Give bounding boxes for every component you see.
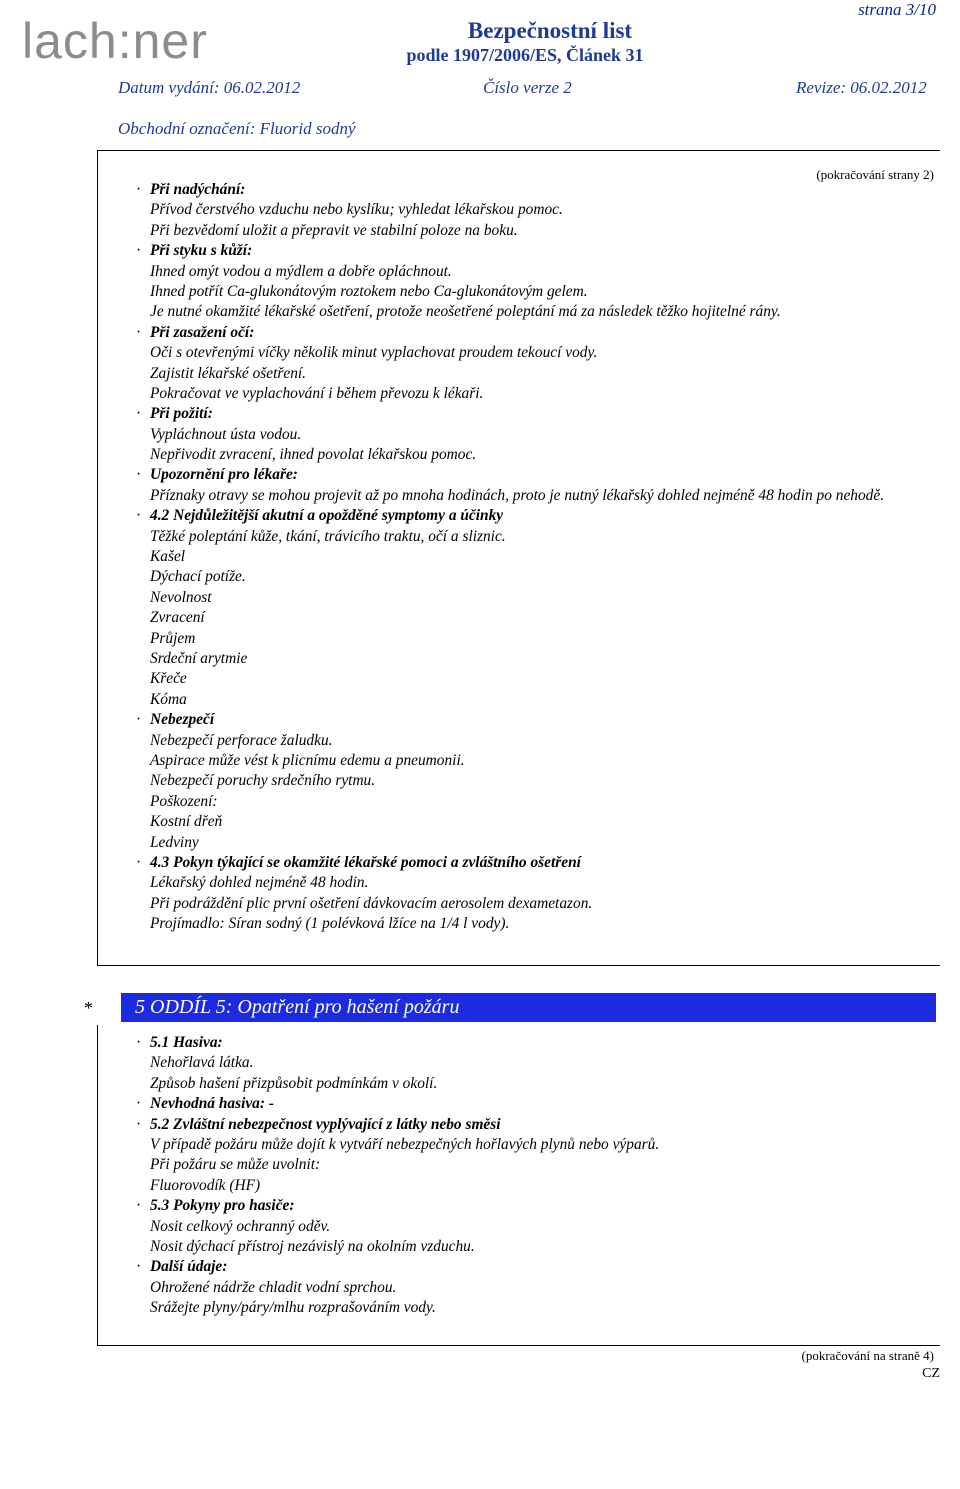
subheading-line (136, 1196, 940, 1216)
text-line (136, 608, 940, 628)
text-line (136, 445, 940, 465)
text-line (136, 1176, 940, 1196)
text-line (136, 771, 940, 791)
text-line (136, 669, 940, 689)
text-line (136, 364, 940, 384)
text-line (136, 731, 940, 751)
line-text: Ihned omýt vodou a mýdlem a dobře opláchnout. (150, 262, 452, 280)
divider (97, 965, 940, 966)
line-text: Nevhodná hasiva: - (150, 1095, 274, 1113)
text-line (136, 527, 940, 547)
bullet-mark: · (136, 323, 142, 341)
divider (97, 150, 940, 151)
text-line (136, 1237, 940, 1257)
trade-name: Obchodní označení: Fluorid sodný (118, 119, 356, 138)
text-line (136, 751, 940, 771)
line-text: Upozornění pro lékaře: (150, 466, 298, 484)
line-text: Kostní dřeň (150, 813, 223, 831)
bullet-mark: · (136, 405, 142, 423)
text-line (136, 812, 940, 832)
text-line (136, 1298, 940, 1318)
text-line (136, 1074, 940, 1094)
line-text: Při nadýchání: (150, 181, 246, 198)
line-text: Při požití: (150, 405, 213, 423)
text-line (136, 1053, 940, 1073)
line-text: Kóma (150, 690, 187, 708)
bullet-mark: · (136, 1258, 142, 1276)
line-text: Aspirace může vést k plicnímu edemu a pneumonii. (150, 751, 465, 769)
text-line (136, 629, 940, 649)
page-number: strana 3/10 (858, 0, 936, 19)
company-logo: lach:ner (22, 13, 208, 69)
document-subtitle: podle 1907/2006/ES, Článek 31 (406, 45, 644, 65)
line-text: Přívod čerstvého vzduchu nebo kyslíku; vyhledat lékařskou pomoc. (150, 201, 563, 219)
line-text: Křeče (150, 670, 187, 688)
bullet-mark: · (136, 853, 142, 871)
subheading-line (136, 323, 940, 343)
text-line (136, 833, 940, 853)
text-line (136, 914, 940, 934)
section-4-content (136, 180, 940, 934)
line-text: Nepřivodit zvracení, ihned povolat lékařskou pomoc. (150, 446, 477, 464)
bullet-mark: · (136, 1197, 142, 1215)
margin-rule (97, 1025, 98, 1345)
section-5-heading: 5 ODDÍL 5: Opatření pro hašení požáru (121, 993, 936, 1022)
text-line (136, 1135, 940, 1155)
text-line (136, 792, 940, 812)
line-text: 4.3 Pokyn týkající se okamžité lékařské pomoci a zvláštního ošetření (150, 853, 581, 871)
line-text: 5.2 Zvláštní nebezpečnost vyplývající z látky nebo směsi (150, 1115, 501, 1133)
text-line (136, 384, 940, 404)
text-line (136, 282, 940, 302)
text-line (136, 1217, 940, 1237)
line-text: 4.2 Nejdůležitější akutní a opožděné symptomy a účinky (150, 507, 504, 525)
line-text: Příznaky otravy se mohou projevit až po mnoha hodinách, proto je nutný lékařský dohled nejméně 48 hodin po nehodě. (150, 486, 885, 504)
line-text: Zvracení (150, 609, 205, 627)
version-number: Číslo verze 2 (483, 78, 572, 97)
text-line (136, 690, 940, 710)
text-line (136, 343, 940, 363)
divider (97, 1345, 940, 1346)
line-text: Dýchací potíže. (150, 568, 246, 586)
line-text: Vypláchnout ústa vodou. (150, 425, 302, 443)
line-text: 5.1 Hasiva: (150, 1034, 223, 1051)
line-text: Je nutné okamžité lékařské ošetření, protože neošetřené poleptání má za následek těžko hojitelné rány. (150, 303, 781, 321)
subheading-line (136, 1257, 940, 1277)
text-line (136, 873, 940, 893)
text-line (136, 588, 940, 608)
line-text: Zajistit lékařské ošetření. (150, 364, 307, 382)
line-text: Lékařský dohled nejméně 48 hodin. (150, 874, 369, 892)
line-text: Nebezpečí poruchy srdečního rytmu. (150, 772, 376, 790)
text-line (136, 200, 940, 220)
subheading-line (136, 465, 940, 485)
line-text: Při zasažení očí: (150, 323, 255, 341)
bullet-mark: · (136, 507, 142, 525)
continued-from-note: (pokračování strany 2) (816, 167, 934, 182)
line-text: Další údaje: (150, 1258, 228, 1276)
language-code: CZ (922, 1366, 940, 1381)
text-line (136, 894, 940, 914)
text-line (136, 649, 940, 669)
line-text: Fluorovodík (HF) (150, 1176, 261, 1194)
text-line (136, 1278, 940, 1298)
line-text: Při podráždění plic první ošetření dávkovacím aerosolem dexametazon. (150, 894, 593, 912)
continued-to-note: (pokračování na straně 4) (801, 1348, 934, 1363)
text-line (136, 221, 940, 241)
revision-marker: * (84, 998, 93, 1018)
line-text: Těžké poleptání kůže, tkání, trávicího traktu, očí a sliznic. (150, 527, 506, 545)
text-line (136, 547, 940, 567)
line-text: 5.3 Pokyny pro hasiče: (150, 1197, 295, 1215)
text-line (136, 262, 940, 282)
bullet-mark: · (136, 466, 142, 484)
line-text: Ihned potřít Ca-glukonátovým roztokem nebo Ca-glukonátovým gelem. (150, 282, 588, 300)
line-text: Pokračovat ve vyplachování i během převozu k lékaři. (150, 384, 484, 402)
line-text: Nosit dýchací přístroj nezávislý na okolním vzduchu. (150, 1237, 475, 1255)
line-text: Nehořlavá látka. (150, 1054, 254, 1072)
line-text: Oči s otevřenými víčky několik minut vyplachovat proudem tekoucí vody. (150, 344, 598, 362)
line-text: Při bezvědomí uložit a přepravit ve stabilní poloze na boku. (150, 221, 518, 239)
line-text: Projímadlo: Síran sodný (1 polévková lžíce na 1/4 l vody). (150, 915, 510, 933)
bullet-mark: · (136, 1115, 142, 1133)
subheading-line (136, 710, 940, 730)
text-line (136, 567, 940, 587)
line-text: Srdeční arytmie (150, 650, 248, 667)
line-text: Při styku s kůží: (150, 242, 253, 260)
issue-date: Datum vydání: 06.02.2012 (118, 78, 301, 97)
bullet-mark: · (136, 1095, 142, 1113)
bullet-mark: · (136, 242, 142, 260)
line-text: V případě požáru může dojít k vytváří nebezpečných hořlavých plynů nebo výparů. (150, 1135, 660, 1153)
subheading-line (136, 180, 940, 200)
line-text: Srážejte plyny/páry/mlhu rozprašováním vody. (150, 1299, 436, 1317)
margin-rule (97, 150, 98, 965)
subheading-line (136, 1094, 940, 1114)
line-text: Nosit celkový ochranný oděv. (150, 1217, 331, 1235)
line-text: Způsob hašení přizpůsobit podmínkám v okolí. (150, 1074, 438, 1092)
text-line (136, 1155, 940, 1175)
revision-date: Revize: 06.02.2012 (796, 78, 927, 97)
bullet-mark: · (136, 181, 142, 198)
text-line (136, 302, 940, 322)
section-5-content (136, 1033, 940, 1318)
line-text: Ohrožené nádrže chladit vodní sprchou. (150, 1278, 397, 1296)
subheading-line (136, 853, 940, 873)
line-text: Nevolnost (150, 588, 212, 606)
subheading-line (136, 506, 940, 526)
line-text: Poškození: (150, 792, 218, 810)
line-text: Nebezpečí (150, 711, 215, 729)
line-text: Ledviny (150, 833, 199, 851)
bullet-mark: · (136, 711, 142, 729)
line-text: Nebezpečí perforace žaludku. (150, 731, 333, 749)
subheading-line (136, 1115, 940, 1135)
line-text: Průjem (150, 629, 196, 647)
bullet-mark: · (136, 1034, 142, 1051)
subheading-line (136, 1033, 940, 1053)
line-text: Kašel (150, 548, 186, 566)
text-line (136, 486, 940, 506)
subheading-line (136, 404, 940, 424)
line-text: Při požáru se může uvolnit: (150, 1156, 321, 1174)
subheading-line (136, 241, 940, 261)
document-title: Bezpečnostní list (467, 18, 633, 43)
text-line (136, 425, 940, 445)
